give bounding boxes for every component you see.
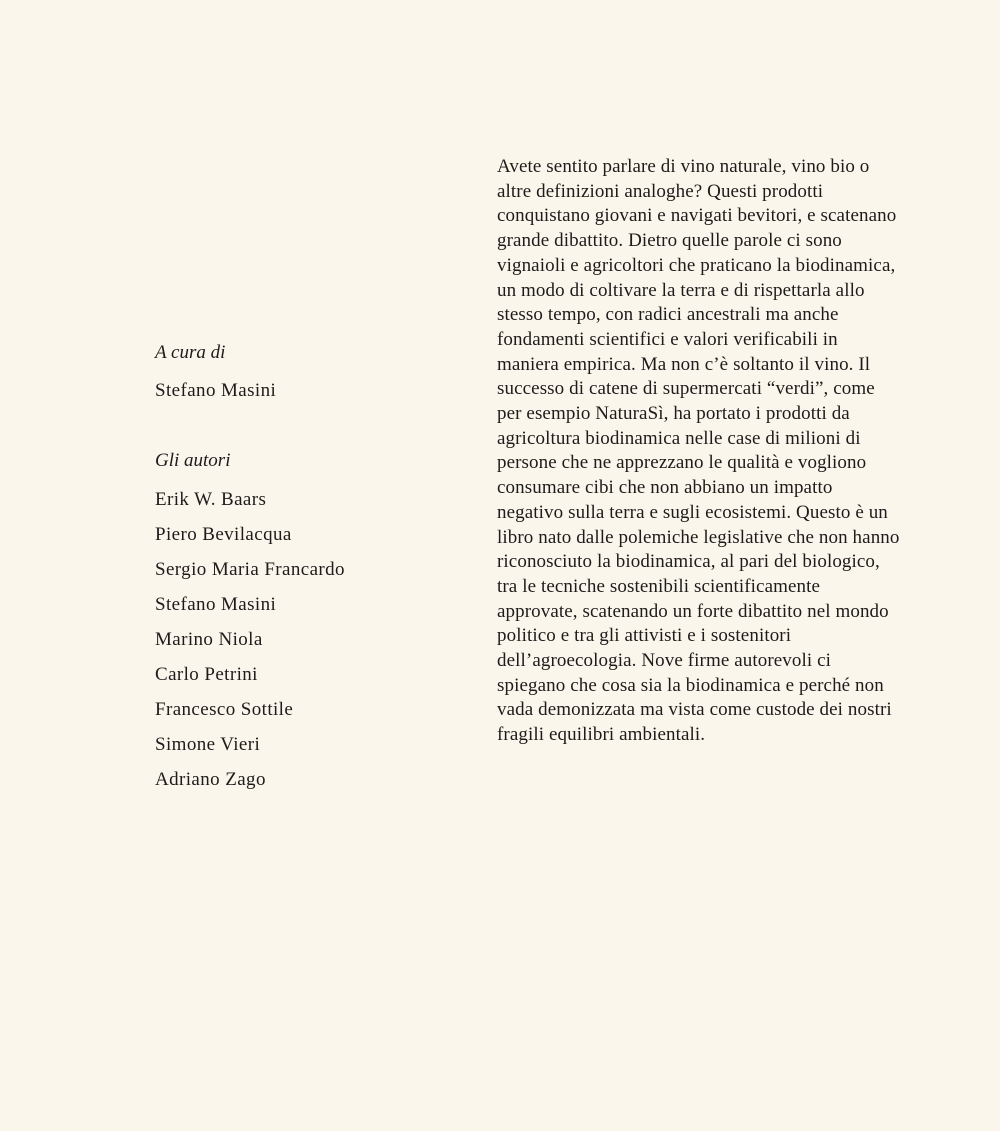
credits-column <box>155 340 475 797</box>
curated-by-label: A cura di <box>155 342 226 363</box>
author-name: Sergio Maria Francardo <box>155 559 345 580</box>
authors-list <box>155 482 475 797</box>
book-description: Avete sentito parlare di vino naturale, vino bio o altre definizioni analoghe? Questi prodotti conquistano giovani e navigati bevitori, e scatenano grande dibattito. Dietro quelle parole ci sono vignaioli e agricoltori che praticano la biodinamica, un modo di coltivare la terra e di rispettarla allo stesso tempo, con radici ancestrali ma anche fondamenti scientifici e valori verificabili in maniera empirica. Ma non c’è soltanto il vino. Il successo di catene di supermercati “verdi”, come per esempio NaturaSì, ha portato i prodotti da agricoltura biodinamica nelle case di milioni di persone che ne apprezzano le qualità e vogliono consumare cibi che non abbiano un impatto negativo sulla terra e sugli ecosistemi. Questo è un libro nato dalle polemiche legislative che non hanno riconosciuto la biodinamica, al pari del biologico, tra le tecniche sostenibili scientificamente approvate, scatenando un forte dibattito nel mondo politico e tra gli attivisti e i sostenitori dell’agroecologia. Nove firme autorevoli ci spiegano che cosa sia la biodinamica e perché non vada demonizzata ma vista come custode dei nostri fragili equilibri ambientali. <box>497 156 900 746</box>
author-name: Simone Vieri <box>155 734 261 755</box>
author-name: Piero Bevilacqua <box>155 524 292 545</box>
author-name: Adriano Zago <box>155 769 266 790</box>
author-name: Marino Niola <box>155 629 263 650</box>
author-name: Stefano Masini <box>155 594 277 615</box>
authors-label: Gli autori <box>155 450 231 471</box>
curator-name: Stefano Masini <box>155 380 277 401</box>
description-column <box>497 155 901 748</box>
author-name: Francesco Sottile <box>155 699 294 720</box>
author-name: Erik W. Baars <box>155 489 267 510</box>
author-name: Carlo Petrini <box>155 664 258 685</box>
